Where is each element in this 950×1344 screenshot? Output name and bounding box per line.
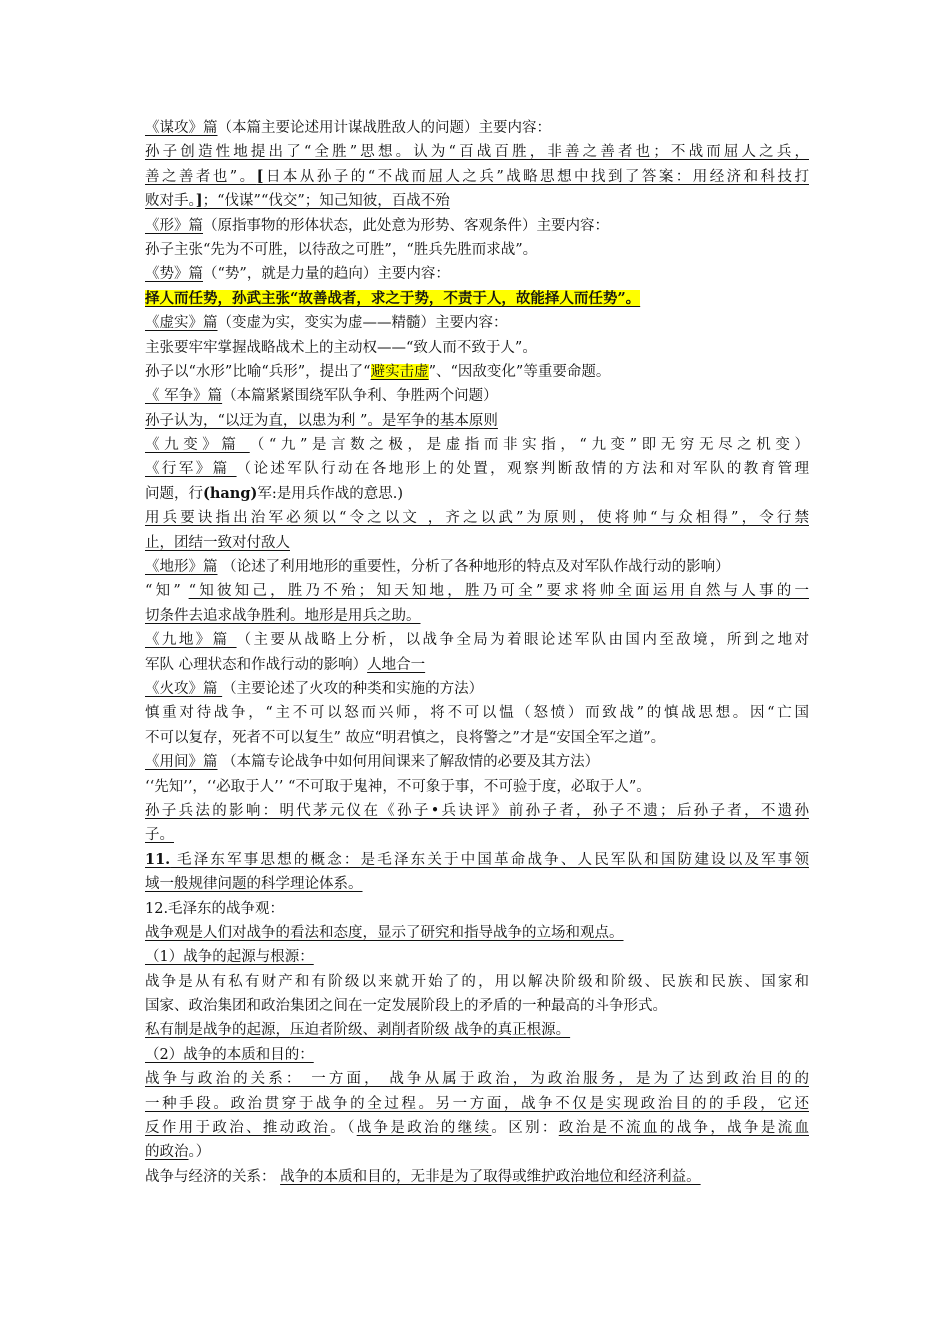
text-segment: 政治是不流血的战争，战争是流血 bbox=[558, 1120, 809, 1137]
text-segment: 的政治 bbox=[145, 1144, 189, 1161]
text-segment: 战争观是人们对战争的看法和态度，显示了研究和指导战争的立场和观点。 bbox=[145, 924, 624, 941]
text-line bbox=[145, 457, 809, 481]
text-segment: （本篇主要论述用计谋战胜敌人的问题）主要内容： bbox=[217, 120, 551, 136]
text-segment: （本篇专论战争中如何用间课来了解敌情的必要及其方法） bbox=[217, 754, 600, 771]
text-segment: 善之善者也”。 bbox=[145, 168, 257, 185]
text-segment: [ bbox=[256, 167, 264, 185]
text-segment: 战争的本质和目的，无非是为了取得或维护政治地位和经济利益。 bbox=[280, 1168, 701, 1185]
text-segment: 《 军争》篇 bbox=[145, 388, 223, 405]
text-line bbox=[145, 1165, 809, 1189]
text-line bbox=[145, 189, 809, 213]
text-line bbox=[145, 994, 809, 1018]
text-segment: ‘‘先知’’，‘‘必取于人’’ “不可取于鬼神，不可象于事，不可验于度，必取于人”。 bbox=[145, 778, 651, 795]
text-line bbox=[145, 628, 809, 652]
text-segment: 主张要牢牢掌握战略战术上的主动权——“致人而不致于人”。 bbox=[145, 339, 537, 356]
text-line bbox=[145, 262, 809, 286]
text-segment: 避实击虚 bbox=[370, 363, 429, 380]
text-segment: 问题，行 bbox=[145, 485, 203, 502]
text-segment: 战争与政治的关系： 一方面， 战争从属于政治，为政治服务，是为了达到政治目的的 bbox=[145, 1071, 809, 1088]
text-line bbox=[145, 653, 809, 677]
text-segment: 军:是用兵作战的意思.) bbox=[257, 485, 403, 502]
text-segment: 私有制是战争的起源，压迫者阶级、剥削者阶级 战争的真正根源。 bbox=[145, 1022, 571, 1039]
text-segment: “知” bbox=[145, 583, 189, 600]
text-segment: 军队 心理状态和作战行动的影响） bbox=[145, 656, 368, 673]
text-line bbox=[145, 579, 809, 603]
text-line bbox=[145, 140, 809, 164]
text-line bbox=[145, 1116, 809, 1140]
text-segment: 择人而任势，孙武主张“故善战者，求之于势，不责于人，故能择人而任势”。 bbox=[145, 289, 641, 307]
text-line bbox=[145, 1067, 809, 1091]
text-line bbox=[145, 945, 809, 969]
text-line bbox=[145, 531, 809, 555]
text-segment: 《势》篇 bbox=[145, 266, 203, 283]
text-segment: 《九地》篇 bbox=[145, 632, 237, 649]
text-segment: 反作用于政治、推动政治 bbox=[145, 1120, 331, 1137]
text-line bbox=[145, 1018, 809, 1042]
text-line bbox=[145, 287, 809, 311]
text-line bbox=[145, 970, 809, 994]
text-segment: （主要论述了火攻的种类和实施的方法） bbox=[222, 680, 484, 697]
text-segment: 慎重对待战争，“主不可以怒而兴师，将不可以愠（怒愤）而致战”的慎战思想。因“亡国 bbox=[145, 705, 809, 722]
text-line bbox=[145, 360, 809, 384]
text-segment: 不可以复存，死者不可以复生” 故应“明君慎之，良将警之”才是“安国全军之道”。 bbox=[145, 729, 666, 746]
text-line bbox=[145, 433, 809, 457]
text-segment: 止，团结一致对付敌人 bbox=[145, 534, 290, 551]
text-segment: “知彼知己，胜乃不殆；知天知地，胜乃可全”要求将帅全面运用自然与人事的一 bbox=[188, 583, 809, 600]
text-line bbox=[145, 214, 809, 238]
text-segment: ”、“因敌变化”等重要命题。 bbox=[428, 363, 611, 380]
text-segment: （“势”，就是力量的趋向）主要内容： bbox=[203, 266, 450, 283]
text-segment: （本篇紧紧围绕军队争利、争胜两个问题） bbox=[222, 388, 498, 405]
text-segment: 战争与经济的关系： bbox=[145, 1168, 281, 1185]
text-line bbox=[145, 897, 809, 921]
text-segment: ] bbox=[195, 192, 203, 210]
text-segment: （变虚为实，变实为虚——精髓）主要内容： bbox=[217, 315, 508, 332]
text-segment: 孙子主张“先为不可胜，以待敌之可胜”，“胜兵先胜而求战”。 bbox=[145, 241, 538, 258]
text-line bbox=[145, 482, 809, 506]
text-line bbox=[145, 750, 809, 774]
text-line bbox=[145, 116, 809, 140]
text-line bbox=[145, 799, 809, 823]
text-line bbox=[145, 336, 809, 360]
text-segment: （主要从战略上分析，以战争全局为着眼论述军队由国内至敌境，所到之地对 bbox=[236, 632, 809, 649]
text-segment: （“九”是言数之极，是虚指而非实指，“九变”即无穷无尽之机变） bbox=[249, 437, 809, 454]
text-line bbox=[145, 409, 809, 433]
text-segment: ；“伐谋”“伐交”；知己知彼，百战不殆 bbox=[202, 193, 450, 210]
text-segment: 毛泽东军事思想的概念：是毛泽东关于中国革命战争、人民军队和国防建设以及军事领 bbox=[170, 851, 809, 868]
text-line bbox=[145, 311, 809, 335]
text-segment: 切条件去追求战争胜利。地形是用兵之助。 bbox=[145, 607, 421, 624]
text-segment: (hang) bbox=[203, 484, 258, 502]
text-segment: 日本从孙子的“不战而屈人之兵”战略思想中找到了答案：用经济和科技打 bbox=[263, 168, 809, 185]
text-line bbox=[145, 872, 809, 896]
text-segment: 用兵要诀指出治军必须以“令之以文 ，齐之以武”为原则，使将帅“与众相得”，令行禁 bbox=[145, 510, 809, 527]
text-line bbox=[145, 165, 809, 189]
text-segment: 《谋攻》篇 bbox=[145, 120, 218, 136]
text-line bbox=[145, 677, 809, 701]
text-segment: 《用间》篇 bbox=[145, 754, 218, 771]
text-segment: 孙子以“水形”比喻“兵形”，提出了“ bbox=[145, 363, 371, 380]
text-segment: 战争是从有私有财产和有阶级以来就开始了的，用以解决阶级和阶级、民族和民族、国家和 bbox=[145, 973, 809, 990]
text-segment: （原指事物的形体状态，此处意为形势、客观条件）主要内容： bbox=[203, 217, 609, 234]
text-segment: 败对手。 bbox=[145, 193, 196, 210]
text-segment: 。（ bbox=[330, 1120, 357, 1137]
text-line bbox=[145, 238, 809, 262]
text-line bbox=[145, 701, 809, 725]
text-segment: （论述军队行动在各地形上的处置，观察判断敌情的方法和对军队的教育管理 bbox=[236, 461, 809, 478]
text-line bbox=[145, 726, 809, 750]
text-segment: 孙子认为，“以迂为直，以患为利 ”。是军争的基本原则 bbox=[145, 412, 498, 429]
text-segment: 《地形》篇 bbox=[145, 559, 218, 576]
text-line bbox=[145, 823, 809, 847]
text-line bbox=[145, 1043, 809, 1067]
text-segment: 一种手段。政治贯穿于战争的全过程。另一方面，战争不仅是实现政治目的的手段，它还 bbox=[145, 1095, 809, 1112]
text-segment: 战争是政治的继续 bbox=[356, 1120, 492, 1137]
text-segment: （论述了利用地形的重要性，分析了各种地形的特点及对军队作战行动的影响） bbox=[217, 559, 730, 576]
text-segment: 域一般规律问题的科学理论体系。 bbox=[145, 876, 363, 893]
text-line bbox=[145, 921, 809, 945]
text-line bbox=[145, 384, 809, 408]
text-segment: 《火攻》篇 bbox=[145, 680, 223, 697]
text-segment: 《形》篇 bbox=[145, 217, 203, 234]
document-page bbox=[145, 116, 809, 1189]
text-line bbox=[145, 1092, 809, 1116]
text-segment: 《行军》篇 bbox=[145, 461, 237, 478]
text-line bbox=[145, 604, 809, 628]
text-segment: 国家、政治集团和政治集团之间在一定发展阶段上的矛盾的一种最高的斗争形式。 bbox=[145, 998, 667, 1015]
text-segment: 人地合一 bbox=[367, 656, 426, 673]
text-line bbox=[145, 506, 809, 530]
text-line bbox=[145, 775, 809, 799]
text-segment: 孙子兵法的影响：明代茅元仪在《孙子•兵诀评》前孙子者，孙子不遗；后孙子者，不遗孙 bbox=[145, 802, 809, 819]
text-segment: 11. bbox=[145, 850, 171, 868]
text-segment: 。） bbox=[188, 1144, 211, 1161]
text-segment: 《九变》篇 bbox=[145, 437, 250, 454]
text-segment: 孙子创造性地提出了“全胜”思想。认为“百战百胜，非善之善者也；不战而屈人之兵， bbox=[145, 144, 809, 161]
text-segment: 。区别： bbox=[491, 1120, 559, 1137]
text-segment: 《虚实》篇 bbox=[145, 315, 218, 332]
text-segment: （2）战争的本质和目的： bbox=[145, 1046, 314, 1063]
text-segment: 子。 bbox=[145, 827, 174, 844]
text-segment: 12.毛泽东的战争观： bbox=[145, 900, 285, 917]
text-line bbox=[145, 848, 809, 872]
text-segment: （1）战争的起源与根源： bbox=[145, 949, 314, 966]
text-line bbox=[145, 1140, 809, 1164]
text-line bbox=[145, 555, 809, 579]
